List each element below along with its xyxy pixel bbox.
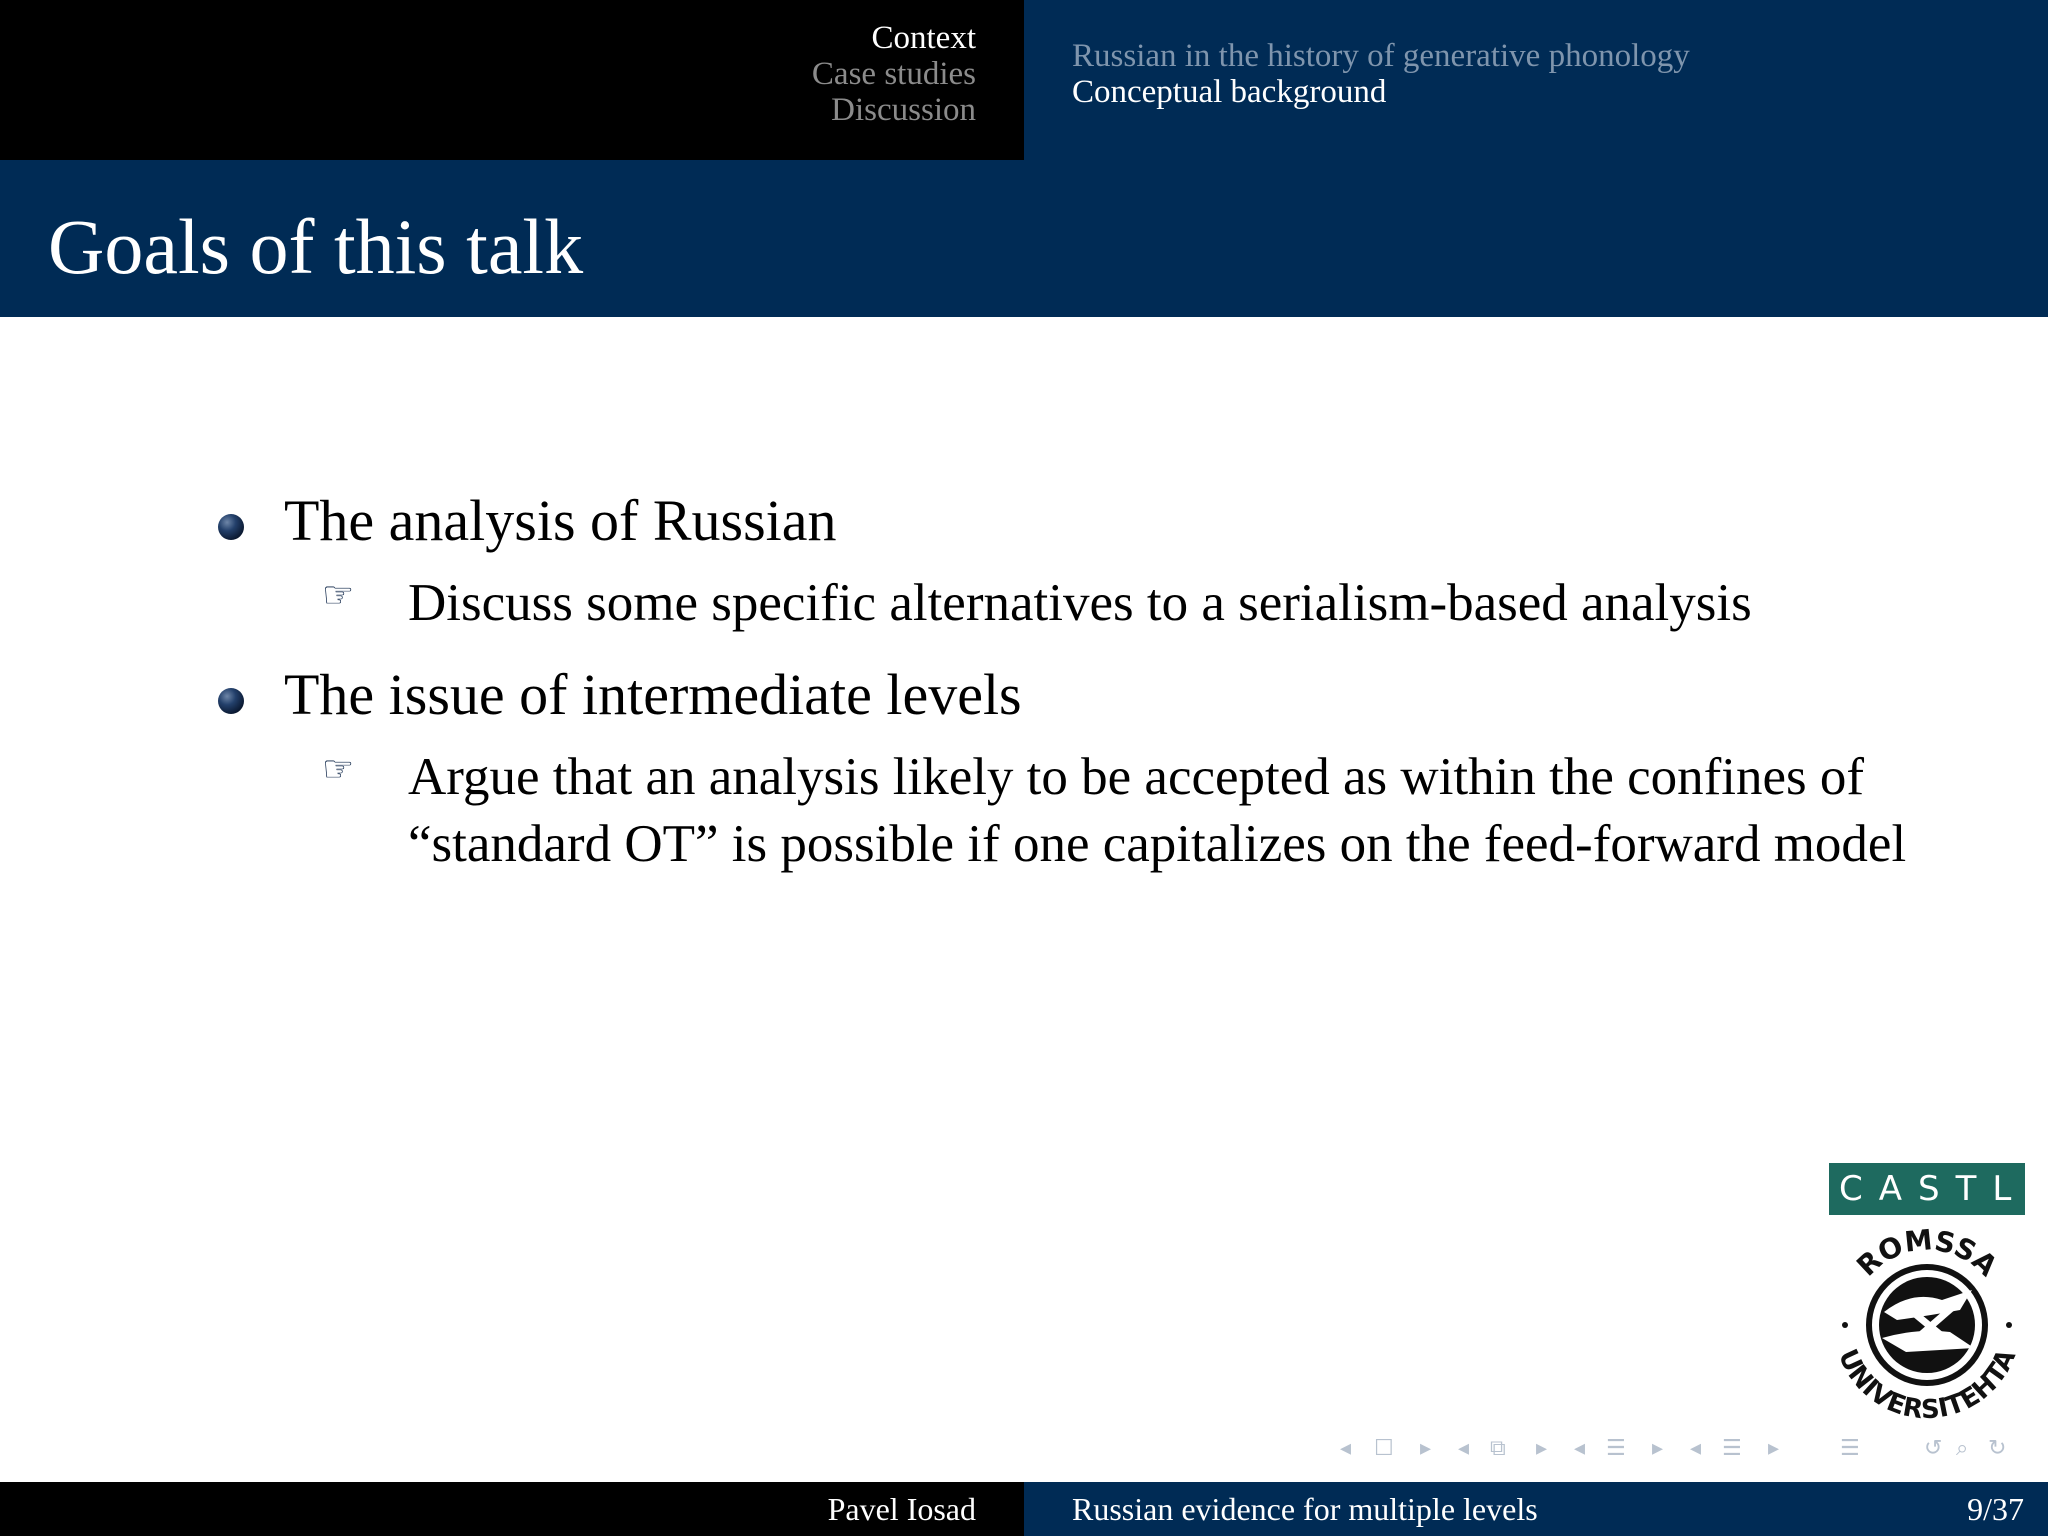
nav-section-context[interactable]: Context bbox=[871, 20, 976, 56]
appendix-icon[interactable]: ☰ bbox=[1840, 1436, 1860, 1461]
nav-section-case-studies[interactable]: Case studies bbox=[811, 56, 976, 92]
pointing-hand-icon: ☞ bbox=[322, 749, 355, 790]
search-icon[interactable]: ⌕ bbox=[1956, 1436, 1969, 1461]
frame-icon[interactable]: ☐ bbox=[1374, 1436, 1394, 1461]
beamer-navigation-controls bbox=[1340, 1436, 2030, 1466]
redo-icon[interactable]: ↻ bbox=[1988, 1436, 2007, 1461]
section-navigation bbox=[0, 0, 1024, 160]
page-number: 9/37 bbox=[1967, 1491, 2024, 1527]
seal-top-text: ROMSSA bbox=[1850, 1223, 2004, 1283]
bullet-ball-icon bbox=[218, 514, 244, 540]
nav-subsection-conceptual-background[interactable]: Conceptual background bbox=[1072, 74, 1387, 110]
section-icon[interactable]: ☰ bbox=[1606, 1436, 1626, 1461]
nav-next-frame-icon[interactable]: ▸ bbox=[1420, 1436, 1432, 1461]
castl-logo: CASTL bbox=[1829, 1163, 2025, 1215]
nav-next-section-icon[interactable]: ▸ bbox=[1652, 1436, 1664, 1461]
undo-icon[interactable]: ↺ bbox=[1924, 1436, 1943, 1461]
bullet-item bbox=[218, 488, 837, 554]
subsection-icon[interactable]: ⧉ bbox=[1490, 1436, 1506, 1461]
nav-prev-subsection-icon[interactable]: ◂ bbox=[1458, 1436, 1470, 1461]
bullet-text: The analysis of Russian bbox=[284, 488, 837, 553]
university-seal-logo bbox=[1822, 1220, 2032, 1430]
seal-bottom-text: UNIVERSITEHTA bbox=[1831, 1344, 2023, 1426]
nav-prev-frame-icon[interactable]: ◂ bbox=[1340, 1436, 1352, 1461]
nav-next-document-icon[interactable]: ▸ bbox=[1768, 1436, 1780, 1461]
slide-title: Goals of this talk bbox=[48, 203, 584, 290]
footer-talk bbox=[1024, 1482, 2048, 1536]
bullet-item bbox=[218, 662, 1022, 728]
header bbox=[0, 0, 2048, 160]
bullet-text: The issue of intermediate levels bbox=[284, 662, 1022, 727]
pointing-hand-icon: ☞ bbox=[322, 575, 355, 616]
sub-bullet-item bbox=[322, 570, 1988, 637]
footer bbox=[0, 1482, 2048, 1536]
nav-subsection-russian-history[interactable]: Russian in the history of generative phonology bbox=[1072, 38, 1690, 74]
subsection-navigation bbox=[1024, 0, 2048, 160]
sub-bullet-text: Discuss some specific alternatives to a serialism-based analysis bbox=[408, 574, 1752, 632]
footer-author: Pavel Iosad bbox=[0, 1482, 1024, 1536]
bullet-ball-icon bbox=[218, 688, 244, 714]
sub-bullet-text: Argue that an analysis likely to be accepted as within the confines of “standard OT” is possible if one capitalizes on the feed-forward model bbox=[408, 748, 1907, 873]
nav-prev-document-icon[interactable]: ◂ bbox=[1690, 1436, 1702, 1461]
nav-section-discussion[interactable]: Discussion bbox=[831, 92, 976, 128]
nav-next-subsection-icon[interactable]: ▸ bbox=[1536, 1436, 1548, 1461]
title-bar bbox=[0, 160, 2048, 317]
nav-prev-section-icon[interactable]: ◂ bbox=[1574, 1436, 1586, 1461]
document-icon[interactable]: ☰ bbox=[1722, 1436, 1742, 1461]
footer-talk-title: Russian evidence for multiple levels bbox=[1072, 1491, 1538, 1527]
sub-bullet-item bbox=[322, 744, 1988, 878]
